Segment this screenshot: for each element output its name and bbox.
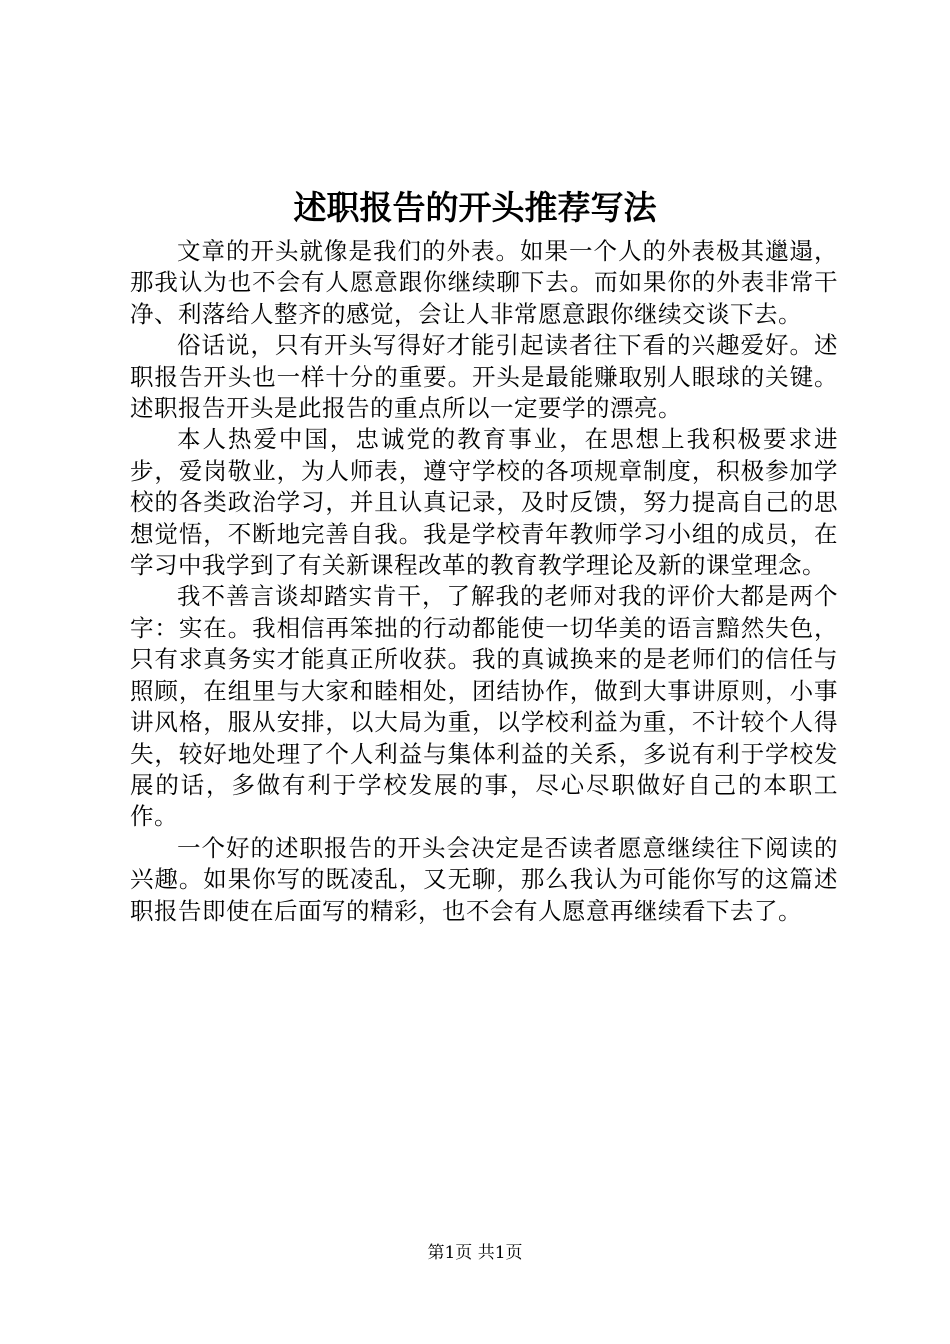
document-body xyxy=(130,236,838,927)
document-title: 述职报告的开头推荐写法 xyxy=(293,188,657,227)
page-footer: 第1页 共1页 xyxy=(427,1243,523,1263)
paragraph-4: 我不善言谈却踏实肯干，了解我的老师对我的评价大都是两个字：实在。我相信再笨拙的行动都能使一切华美的语言黯然失色，只有求真务实才能真正所收获。我的真诚换来的是老师们的信任与照顾，在组里与大家和睦相处，团结协作，做到大事讲原则，小事讲风格，服从安排，以大局为重，以学校利益为重，不计较个人得失，较好地处理了个人利益与集体利益的关系，多说有利于学校发展的话，多做有利于学校发展的事，尽心尽职做好自己的本职工作。 xyxy=(130,582,838,831)
paragraph-2: 俗话说，只有开头写得好才能引起读者往下看的兴趣爱好。述职报告开头也一样十分的重要。开头是最能赚取别人眼球的关键。述职报告开头是此报告的重点所以一定要学的漂亮。 xyxy=(130,331,838,423)
paragraph-3: 本人热爱中国，忠诚党的教育事业，在思想上我积极要求进步，爱岗敬业，为人师表，遵守学校的各项规章制度，积极参加学校的各类政治学习，并且认真记录，及时反馈，努力提高自己的思想觉悟，不断地完善自我。我是学校青年教师学习小组的成员，在学习中我学到了有关新课程改革的教育教学理论及新的课堂理念。 xyxy=(130,425,838,580)
paragraph-5: 一个好的述职报告的开头会决定是否读者愿意继续往下阅读的兴趣。如果你写的既凌乱，又无聊，那么我认为可能你写的这篇述职报告即使在后面写的精彩，也不会有人愿意再继续看下去了。 xyxy=(130,833,838,925)
paragraph-1: 文章的开头就像是我们的外表。如果一个人的外表极其邋遢，那我认为也不会有人愿意跟你继续聊下去。而如果你的外表非常干净、利落给人整齐的感觉，会让人非常愿意跟你继续交谈下去。 xyxy=(130,237,838,328)
